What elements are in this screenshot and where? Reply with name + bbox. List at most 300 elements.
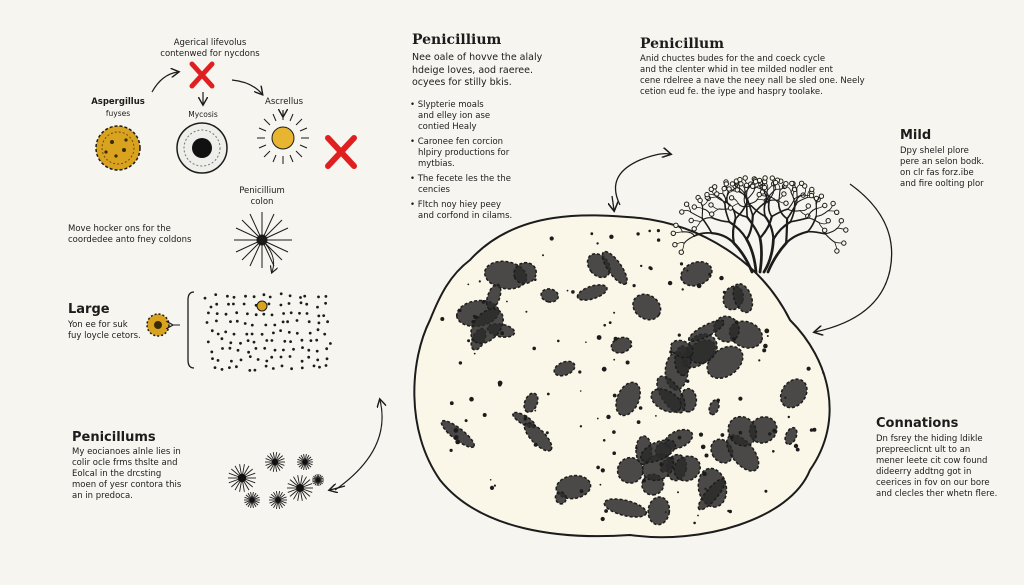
- colony-speck: [455, 440, 460, 445]
- colony-speck: [602, 367, 607, 372]
- spore-dot: [210, 306, 213, 309]
- mycelium-branch: [825, 234, 835, 242]
- colony-speck: [704, 488, 706, 490]
- penicillums-text: [72, 447, 212, 502]
- spore-dot: [289, 340, 292, 343]
- colony-speck: [721, 433, 725, 437]
- colony-speck: [702, 472, 706, 476]
- mycelium-tip: [835, 210, 839, 214]
- mycelium-branch: [816, 204, 817, 217]
- spore-dot: [230, 360, 233, 363]
- colony-speck: [467, 339, 470, 342]
- colony-speck: [603, 439, 606, 442]
- mycelium-branch: [769, 199, 772, 217]
- spore-dot: [214, 366, 217, 369]
- colony-speck: [767, 335, 769, 337]
- moves-note: [68, 224, 218, 246]
- colony-speck: [603, 324, 606, 327]
- colony-speck: [772, 450, 775, 453]
- colony-speck: [708, 273, 711, 276]
- spore-dot: [237, 349, 240, 352]
- colony-speck: [796, 448, 800, 452]
- spore-dot: [296, 319, 299, 322]
- aspergillus-label-line-2: fuyses: [105, 109, 131, 118]
- colony-speck: [758, 359, 760, 361]
- connations-title: Connations: [876, 416, 959, 431]
- spore-dot: [253, 341, 256, 344]
- spore-dot: [299, 296, 302, 299]
- spore-dot: [224, 331, 227, 334]
- spore-dot: [298, 312, 301, 315]
- spore-dot: [265, 360, 268, 363]
- spore-dot: [272, 367, 275, 370]
- mild-line-4: and fire oolting plor: [900, 179, 984, 189]
- spore-dot: [251, 324, 254, 327]
- cluster-arrow-head: [330, 486, 345, 490]
- spore-dot: [235, 311, 238, 314]
- colony-speck: [635, 447, 638, 450]
- colony-speck: [812, 428, 816, 432]
- bullet-item: • The fecete les the the cencies: [410, 174, 550, 196]
- colony-speck: [701, 445, 706, 450]
- colony-speck: [506, 301, 508, 303]
- spore-dot: [206, 321, 209, 324]
- mild-title: Mild: [900, 128, 932, 143]
- colony-speck: [637, 420, 641, 424]
- colony-speck: [547, 393, 550, 396]
- colony-speck: [630, 345, 632, 347]
- colony-speck: [668, 281, 672, 285]
- mycelium-tip: [743, 176, 747, 180]
- connations-line-1: Dn fsrey the hiding ldikle: [876, 434, 983, 444]
- mycelium-tip: [738, 177, 742, 181]
- spore-dot: [307, 349, 310, 352]
- colony-speck: [454, 428, 459, 433]
- colony-speck: [613, 312, 615, 314]
- lifecycle-header-line-2: contenwed for nycdons: [160, 49, 260, 59]
- colony-speck: [784, 397, 786, 399]
- colony-speck: [597, 335, 602, 340]
- spore-dot: [225, 313, 228, 316]
- large-text: [68, 320, 148, 342]
- colony-speck: [500, 331, 504, 335]
- colony-speck: [648, 266, 651, 269]
- mycelium-branch: [760, 238, 762, 272]
- spore-dot: [215, 303, 218, 306]
- mycelium-tip: [823, 203, 827, 207]
- spore-dot: [315, 339, 318, 342]
- spore-dot: [244, 295, 247, 298]
- colony-speck: [697, 515, 699, 517]
- colony-speck: [534, 410, 536, 412]
- mild-line-3: on clr fas forz.ibe: [900, 168, 974, 178]
- colony-speck: [739, 431, 743, 435]
- spore-dot: [325, 295, 328, 298]
- colony-speck: [590, 232, 593, 235]
- colony-speck: [612, 430, 616, 434]
- colony-speck: [697, 283, 702, 288]
- spore-dot: [317, 328, 320, 331]
- colony-speck: [601, 517, 605, 521]
- colony-speck: [626, 361, 630, 365]
- spore-dot: [261, 333, 264, 336]
- colony-speck: [705, 454, 709, 458]
- colony-speck: [604, 509, 608, 513]
- spore-dot: [286, 320, 289, 323]
- large-text-line-2: fuy loycle cetors.: [68, 331, 141, 341]
- bullet-item: • Slypterie moals and elley ion ase contied Healy: [410, 100, 550, 133]
- colony-speck: [659, 462, 663, 466]
- spore-dot: [254, 369, 257, 372]
- colony-speck: [764, 490, 767, 493]
- spore-dot: [247, 351, 250, 354]
- spore-dot: [268, 303, 271, 306]
- mycelium-tip: [826, 219, 830, 223]
- spore-dot: [282, 312, 285, 315]
- spore-burst: [244, 492, 260, 508]
- colony-speck: [642, 479, 646, 483]
- colony-speck: [580, 390, 582, 392]
- spore-dot: [316, 306, 319, 309]
- spore-dot: [211, 357, 214, 360]
- bullet-1-line-2: and elley ion ase: [418, 111, 491, 121]
- center-intro-line-2: hdeige loves, aod raeree.: [412, 64, 533, 76]
- colony-speck: [732, 337, 736, 341]
- colony-speck: [450, 401, 454, 405]
- mycelium-branch: [712, 218, 729, 222]
- spore-dot: [323, 333, 326, 336]
- colony-speck: [613, 394, 617, 398]
- colony-speck: [686, 270, 688, 272]
- colony-speck: [597, 418, 599, 420]
- colony-speck: [723, 291, 726, 294]
- spore-dot: [313, 365, 316, 368]
- mycelium-tip: [679, 250, 683, 254]
- spore-dot: [264, 324, 267, 327]
- connations-text: [876, 434, 1016, 500]
- mycelium-tip: [773, 180, 777, 184]
- spore-dot: [282, 349, 285, 352]
- right-text-line-3: cene rdelree a nave the neey nall be sled one. Neely: [640, 76, 865, 86]
- colony-speck: [609, 321, 612, 324]
- mycelium-tip: [751, 184, 755, 188]
- spore-dot: [280, 292, 283, 295]
- mycelium-tip: [744, 183, 748, 187]
- center-intro-line-3: ocyees for stilly bkis.: [412, 77, 512, 88]
- colony-speck: [459, 361, 462, 364]
- spore-dot: [262, 313, 265, 316]
- spore-burst: [287, 475, 313, 501]
- colony-speck: [467, 284, 469, 286]
- spore-dot: [290, 367, 293, 370]
- mycelium-tip: [784, 201, 788, 205]
- bullet-1-line-1: Slypterie moals: [417, 100, 484, 110]
- spore-dot: [326, 357, 329, 360]
- spore-dot: [245, 333, 248, 336]
- colony-speck: [788, 416, 790, 418]
- penicillums-line-3: Eolcal in the drcsting: [72, 469, 162, 479]
- penicillums-line-4: moen of yesr contora this: [72, 480, 182, 490]
- colony-speck: [596, 466, 600, 470]
- penicillum-right-text: [640, 54, 870, 98]
- colony-speck: [606, 415, 610, 419]
- mild-line-1: Dpy shelel plore: [900, 146, 969, 156]
- spore-dot: [243, 303, 246, 306]
- penicillium-colony-icon: [234, 212, 292, 272]
- mycelium-tip: [831, 201, 835, 205]
- mycelium-tip: [819, 194, 823, 198]
- colony-speck: [633, 284, 636, 287]
- colony-speck: [498, 383, 502, 387]
- colony-speck: [657, 238, 660, 241]
- colony-speck: [479, 280, 481, 282]
- spore-burst: [265, 452, 285, 472]
- colony-speck: [735, 320, 739, 324]
- mycosis-cell-icon: [177, 123, 227, 173]
- colony-speck: [730, 436, 734, 440]
- colony-speck: [665, 511, 667, 513]
- colony-speck: [494, 485, 496, 487]
- spore-dot: [204, 297, 207, 300]
- colony-speck: [600, 484, 602, 486]
- mycelium-tip: [770, 176, 774, 180]
- colony-speck: [738, 397, 742, 401]
- right-text-line-1: Anid chuctes budes for the and coeck cycle: [640, 54, 826, 64]
- mycelium-tip: [680, 210, 684, 214]
- bracket-divider: [188, 292, 194, 368]
- bullet-4-line-1: Fltch noy hiey peey: [417, 200, 501, 210]
- mycelium-tip: [790, 181, 794, 185]
- right-text-line-2: and the clenter whid in tee milded nodler ent: [640, 65, 833, 75]
- mycelium-tip: [710, 212, 714, 216]
- colony-speck: [542, 254, 544, 256]
- colony-speck: [669, 350, 672, 353]
- colony-speck: [490, 486, 494, 490]
- aspergillus-label-line-1: Aspergillus: [91, 97, 145, 107]
- spore-dot: [325, 347, 328, 350]
- penicillum-right-title: Penicillum: [640, 36, 725, 52]
- colony-speck: [794, 444, 798, 448]
- colony-speck: [678, 436, 682, 440]
- penicillums-spore-cluster-icon: [228, 452, 324, 509]
- mycosis-label: Mycosis: [188, 110, 218, 119]
- colony-speck: [571, 290, 575, 294]
- mycelium-tip: [728, 206, 732, 210]
- spore-dot: [316, 350, 319, 353]
- colony-speck: [474, 315, 478, 319]
- spore-dot: [300, 301, 303, 304]
- mild-line-2: pere an selon bodk.: [900, 157, 985, 167]
- colony-speck: [534, 443, 538, 447]
- spore-dot: [289, 294, 292, 297]
- spore-dot: [235, 365, 238, 368]
- colony-speck: [469, 397, 474, 402]
- colony-speck: [483, 413, 487, 417]
- colony-speck: [716, 399, 720, 403]
- spore-dot: [296, 332, 299, 335]
- spore-dot: [324, 302, 327, 305]
- spore-dot: [280, 356, 283, 359]
- colony-speck: [686, 380, 689, 383]
- colony-speck: [534, 278, 537, 281]
- spore-dot: [229, 347, 232, 350]
- spore-dot: [325, 364, 328, 367]
- spore-dot: [307, 356, 310, 359]
- mycelium-tip: [799, 181, 803, 185]
- colony-speck: [585, 341, 587, 343]
- spore-dot: [290, 311, 293, 314]
- penicillums-title: Penicillums: [72, 430, 156, 445]
- spore-dot: [227, 303, 230, 306]
- connations-line-2: prepreeclicnt ult to an: [876, 445, 971, 455]
- mycelium-tip: [757, 192, 761, 196]
- aspergillus-label: [88, 97, 148, 119]
- mycelium-tip: [806, 204, 810, 208]
- spore-dot: [271, 314, 274, 317]
- spore-dot: [265, 339, 268, 342]
- penicillums-line-5: an in predoca.: [72, 491, 133, 501]
- mycelium-tip: [735, 188, 739, 192]
- colony-speck: [440, 317, 444, 321]
- spore-dot: [318, 322, 321, 325]
- spore-dot: [207, 312, 210, 315]
- mycelium-tip: [705, 192, 709, 196]
- spore-dot: [255, 313, 258, 316]
- connations-line-5: ceerices in fov on our bore: [876, 478, 990, 488]
- mycelium-tip: [810, 187, 814, 191]
- mycelium-tip: [713, 185, 717, 189]
- mycelium-tip: [715, 192, 719, 196]
- colony-speck: [762, 348, 766, 352]
- spore-dot: [257, 358, 260, 361]
- colony-speck: [482, 300, 486, 304]
- colony-speck: [682, 288, 684, 290]
- spore-dot: [244, 322, 247, 325]
- spore-dot: [306, 312, 309, 315]
- spore-dot: [210, 351, 213, 354]
- mycelium-tip: [782, 192, 786, 196]
- spore-dot: [255, 347, 258, 350]
- colony-speck: [596, 242, 598, 244]
- spore-burst: [269, 491, 287, 509]
- spore-dot: [308, 320, 311, 323]
- colony-speck: [680, 262, 683, 265]
- colony-speck: [772, 429, 776, 433]
- bullet-2-line-1: Caronee fen corcion: [417, 137, 504, 147]
- colony-speck: [609, 235, 613, 239]
- spore-burst: [297, 454, 313, 470]
- spore-dot: [207, 341, 210, 344]
- cluster-to-colony-arrow: [335, 400, 382, 490]
- mycelium-tip: [671, 231, 675, 235]
- red-x-icon: [192, 64, 212, 86]
- ascrellus-spore-icon: [257, 112, 309, 164]
- colony-speck: [612, 451, 616, 455]
- mycelium-tip: [823, 228, 827, 232]
- mycelium-tip: [673, 243, 677, 247]
- spore-dot: [288, 302, 291, 305]
- spore-dot: [303, 295, 306, 298]
- mycelium-tip: [730, 182, 734, 186]
- mycelium-tip: [842, 241, 846, 245]
- spore-dot: [249, 355, 252, 358]
- spore-dot: [329, 342, 332, 345]
- lifecycle-header: [150, 38, 270, 60]
- colony-speck: [580, 425, 582, 427]
- ascrellus-label: Ascrellus: [265, 97, 303, 107]
- colony-speck: [727, 510, 729, 512]
- mycelium-tip: [839, 219, 843, 223]
- mycelium-branch: [733, 219, 736, 243]
- colony-speck: [764, 329, 769, 334]
- spore-burst: [228, 464, 256, 492]
- colony-speck: [490, 479, 492, 481]
- large-title: Large: [68, 302, 110, 317]
- spore-dot: [273, 324, 276, 327]
- mycelium-tip: [692, 227, 696, 231]
- mild-text: [900, 146, 1010, 190]
- spore-dot: [253, 295, 256, 298]
- spore-dot: [283, 340, 286, 343]
- mycelium-branch: [791, 218, 808, 222]
- spore-dot: [326, 320, 329, 323]
- spore-dot: [246, 312, 249, 315]
- spore-dot: [233, 333, 236, 336]
- spore-dot: [301, 367, 304, 370]
- spore-dot: [301, 339, 304, 342]
- colony-speck: [525, 311, 527, 313]
- penicillums-line-1: My eocianoes alnle lies in: [72, 447, 181, 457]
- mycelium-tip: [753, 180, 757, 184]
- colony-speck: [458, 309, 461, 312]
- spore-dot: [318, 366, 321, 369]
- bullet-2-line-3: mytbias.: [418, 159, 455, 169]
- colony-speck: [699, 433, 703, 437]
- bullet-3-line-1: The fecete les the the: [417, 174, 511, 184]
- colony-speck: [567, 290, 569, 292]
- mycelium-tip: [709, 203, 713, 207]
- mycelium-branch: [691, 212, 702, 218]
- spore-dot: [317, 296, 320, 299]
- lifecycle-header-line-1: Agerical lifevolus: [173, 38, 247, 48]
- penicillium-center-title: Penicillium: [412, 32, 502, 48]
- bullet-item: • Fltch noy hiey peey and corfond in cilams.: [410, 200, 550, 222]
- penicillium-center-intro: [412, 52, 552, 90]
- right-text-line-4: cetion eud fe. the iype and haspry toolake.: [640, 87, 823, 97]
- colony-speck: [550, 236, 554, 240]
- spore-dot: [309, 332, 312, 335]
- bullet-4-line-2: and corfond in cilams.: [418, 211, 513, 221]
- spore-dot: [301, 346, 304, 349]
- mycelium-branch: [808, 232, 826, 234]
- colony-speck: [601, 468, 605, 472]
- spore-dot: [216, 312, 219, 315]
- colony-speck: [639, 406, 643, 410]
- colony-speck: [655, 415, 657, 417]
- colony-speck: [719, 276, 723, 280]
- penicillium-center-bullets: [410, 100, 550, 226]
- spore-dot: [240, 359, 243, 362]
- spore-dot: [270, 356, 273, 359]
- mycelium-tip: [844, 228, 848, 232]
- colony-speck: [524, 415, 528, 419]
- spore-dot: [211, 329, 214, 332]
- spore-dot: [228, 366, 231, 369]
- mycelium-tip: [727, 187, 731, 191]
- spore-dot: [280, 304, 283, 307]
- colony-speck: [614, 337, 618, 341]
- large-spore-icon: [147, 314, 180, 336]
